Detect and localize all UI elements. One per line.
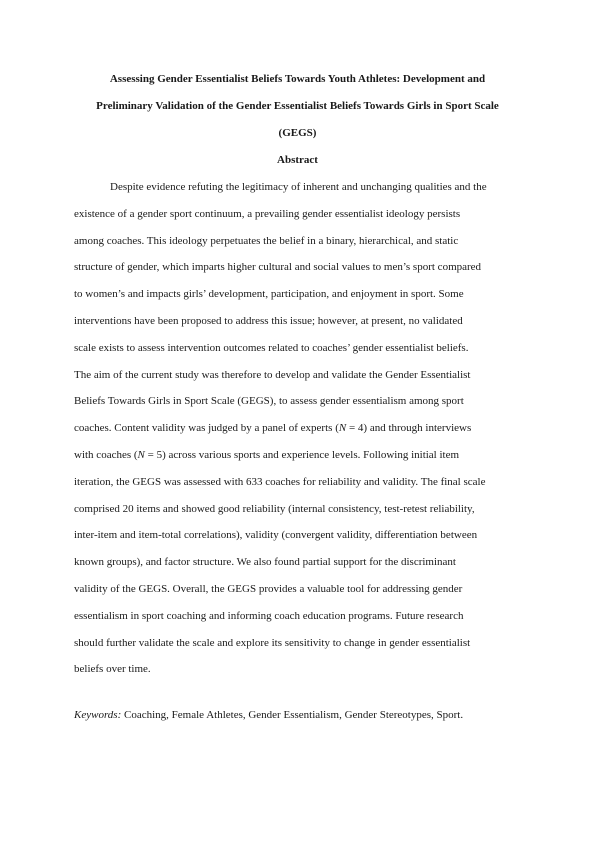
abstract-line: coaches. Content validity was judged by a panel of experts (N = 4) and through interviews (74, 422, 472, 435)
abstract-line: among coaches. This ideology perpetuates the belief in a binary, hierarchical, and static (74, 234, 459, 247)
abstract-line: Beliefs Towards Girls in Sport Scale (GEGS), to assess gender essentialism among sport (74, 395, 464, 408)
abstract-line: The aim of the current study was therefore to develop and validate the Gender Essentialist (74, 368, 471, 381)
abstract-line: to women’s and impacts girls’ development, participation, and enjoyment in sport. Some (74, 288, 464, 301)
keywords (74, 702, 534, 728)
keywords-label: Keywords: (74, 709, 122, 721)
abstract-line: with coaches (N = 5) across various sports and experience levels. Following initial item (74, 448, 460, 461)
abstract-heading: Abstract (277, 154, 318, 166)
abstract-line: inter-item and item-total correlations), validity (convergent validity, differentiation between (74, 529, 478, 542)
title-line: Assessing Gender Essentialist Beliefs Towards Youth Athletes: Development and (109, 73, 486, 85)
abstract-line: comprised 20 items and showed good reliability (internal consistency, test-retest reliability, (74, 502, 475, 515)
abstract-line: existence of a gender sport continuum, a prevailing gender essentialist ideology persists (74, 207, 461, 220)
keywords-text: Coaching, Female Athletes, Gender Essentialism, Gender Stereotypes, Sport. (121, 709, 464, 721)
abstract-line: structure of gender, which imparts higher cultural and social values to men’s sport compared (74, 261, 482, 274)
title-line: Preliminary Validation of the Gender Essentialist Beliefs Towards Girls in Sport Scale (96, 100, 499, 112)
abstract-line: should further validate the scale and explore its sensitivity to change in gender essentialist (74, 636, 471, 649)
title-line: (GEGS) (278, 127, 317, 139)
paper-title (60, 66, 535, 147)
abstract-line: known groups), and factor structure. We also found partial support for the discriminant (74, 556, 456, 569)
abstract-line: essentialism in sport coaching and informing coach education programs. Future research (74, 609, 464, 622)
abstract-line: scale exists to assess intervention outcomes related to coaches’ gender essentialist beliefs. (74, 341, 469, 354)
abstract-body (74, 174, 534, 683)
abstract-line: validity of the GEGS. Overall, the GEGS provides a valuable tool for addressing gender (74, 582, 463, 595)
abstract-line: interventions have been proposed to address this issue; however, at present, no validated (74, 314, 463, 327)
abstract-line: beliefs over time. (74, 663, 151, 676)
abstract-line: iteration, the GEGS was assessed with 633 coaches for reliability and validity. The final scale (74, 475, 486, 488)
abstract-line: Despite evidence refuting the legitimacy of inherent and unchanging qualities and the (110, 181, 487, 193)
